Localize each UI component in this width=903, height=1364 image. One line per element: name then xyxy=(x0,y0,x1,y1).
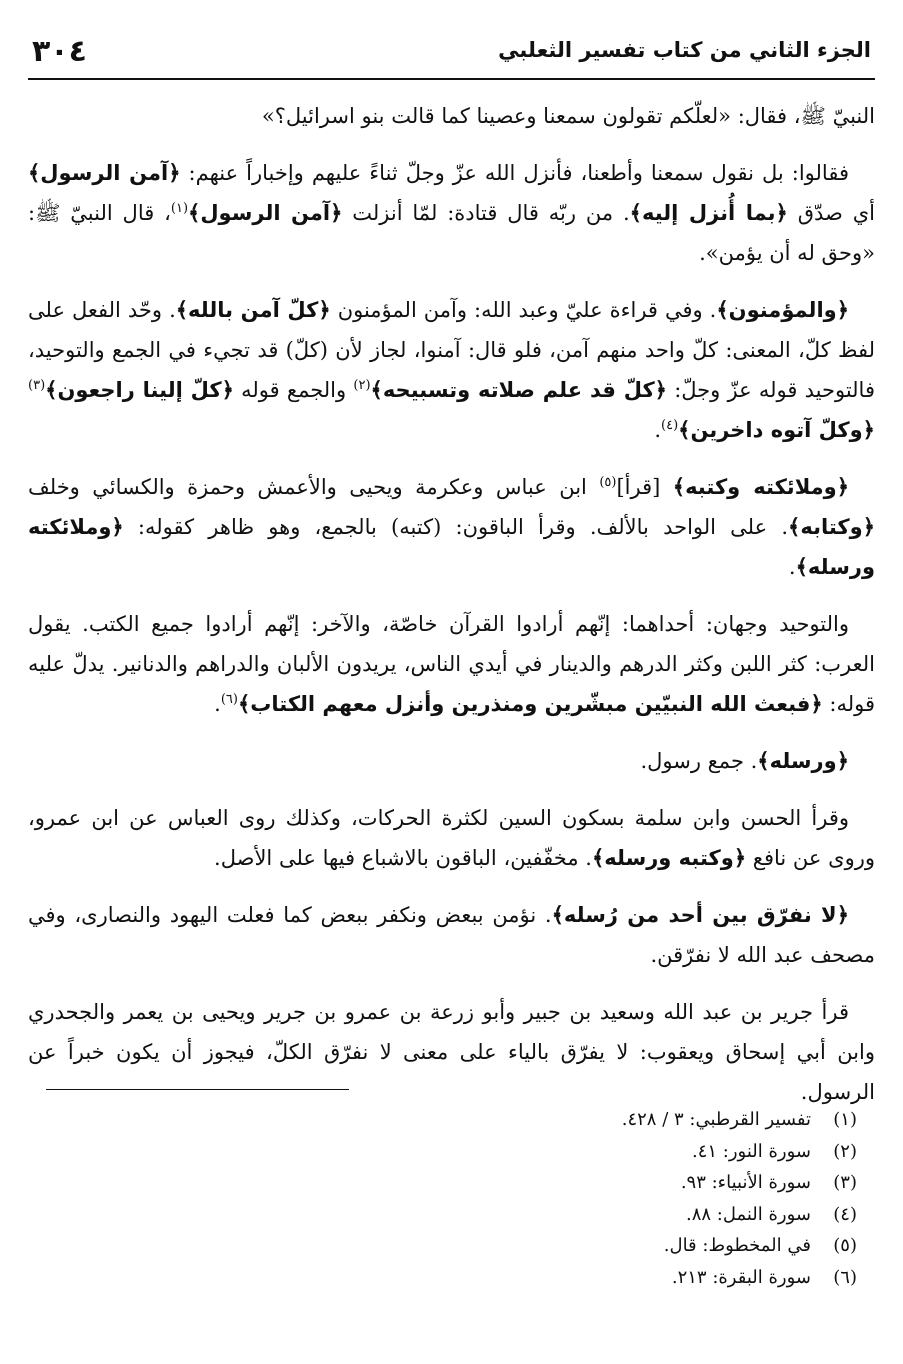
footnote-ref: (٢) xyxy=(353,378,371,393)
footnote-ref: (٦) xyxy=(220,692,238,707)
footnote-item xyxy=(457,1230,857,1262)
paragraph xyxy=(28,467,875,587)
running-header xyxy=(28,30,875,80)
text-run: . نؤمن ببعض ونكفر ببعض كما فعلت اليهود والنصارى، وفي مصحف عبد الله لا نفرّقن. xyxy=(28,903,875,967)
text-run: . جمع رسول. xyxy=(640,749,758,773)
text-run: [قرأ] xyxy=(616,475,673,499)
footnote-item xyxy=(457,1199,857,1231)
footnote-number: (٦) xyxy=(833,1266,857,1288)
footnote-number: (٥) xyxy=(833,1235,857,1256)
footnote-item xyxy=(457,1262,857,1294)
quran-quote: ﴿فبعث الله النبيّين مبشّرين ومنذرين وأنزل معهم الكتاب﴾ xyxy=(237,692,823,716)
footnote-text: تفسير القرطبي: ٣ / ٤٢٨. xyxy=(621,1109,811,1130)
paragraph xyxy=(28,153,875,273)
footnote-ref: (٥) xyxy=(599,475,617,490)
page-number: ٣٠٤ xyxy=(32,34,87,69)
footnote-number: (٣) xyxy=(833,1172,857,1193)
text-run: . وحّد الفعل على لفظ كلّ، المعنى: كلّ واحد منهم آمن، فلو قال: آمنوا، لجاز لأن (كلّ) قد تجيء في الجمع والتوحيد، فالتوحيد قوله عزّ وجلّ: xyxy=(28,298,875,402)
footnote-ref: (٣) xyxy=(28,378,46,393)
footnote-text: سورة البقرة: ٢١٣. xyxy=(671,1266,811,1288)
paragraph xyxy=(28,798,875,878)
text-run: . xyxy=(788,555,796,579)
body-text xyxy=(28,96,875,1129)
quran-quote: ﴿وكتابه﴾ xyxy=(788,515,875,539)
footnote-item xyxy=(457,1136,857,1168)
footnote-ref: (١) xyxy=(170,201,189,216)
footnote-text: سورة النور: ٤١. xyxy=(692,1140,811,1162)
quran-quote: ﴿كلّ آمن بالله﴾ xyxy=(175,298,331,322)
footnote-number: (٤) xyxy=(833,1203,857,1225)
text-run: النبيّ ﷺ، فقال: «لعلّكم تقولون سمعنا وعصينا كما قالت بنو اسرائيل؟» xyxy=(261,104,875,128)
text-run: ابن عباس وعكرمة ويحيى والأعمش وحمزة والكسائي وخلف xyxy=(28,475,600,499)
quran-quote: ﴿وكلّ آتوه داخرين﴾ xyxy=(678,418,875,442)
quran-quote: ﴿كلّ إلينا راجعون﴾ xyxy=(45,378,234,402)
footnote-item xyxy=(457,1104,857,1136)
text-run: والجمع قوله xyxy=(233,378,354,402)
paragraph xyxy=(28,604,875,724)
text-run: والتوحيد وجهان: أحداهما: إنّهم أرادوا القرآن خاصّة، والآخر: إنّهم أرادوا جميع الكتب. يقول العرب: كثر اللبن وكثر الدرهم والدينار في أيدي الناس، يريدون الألبان والدراهم والدنانير. يدلّ عليه قوله: xyxy=(28,612,875,716)
paragraph xyxy=(28,96,875,136)
text-run: . على الواحد بالألف. وقرأ الباقون: (كتبه) بالجمع، وهو ظاهر كقوله: xyxy=(123,515,789,539)
quran-quote: ﴿آمن الرسول﴾ xyxy=(28,161,181,185)
quran-quote: ﴿وكتبه ورسله﴾ xyxy=(591,846,747,870)
quran-quote: ﴿ورسله﴾ xyxy=(757,749,849,773)
quran-quote: ﴿والمؤمنون﴾ xyxy=(716,298,849,322)
quran-quote: ﴿بما أُنزل إليه﴾ xyxy=(629,201,788,225)
text-run: . xyxy=(214,692,221,716)
footnote-divider xyxy=(46,1089,349,1090)
footnote-number: (٢) xyxy=(833,1140,857,1162)
text-run: فقالوا: بل نقول سمعنا وأطعنا، فأنزل الله عزّ وجلّ ثناءً عليهم وإخباراً عنهم: xyxy=(180,161,849,185)
footnote-ref: (٤) xyxy=(661,418,679,433)
text-run: وقرأ الحسن وابن سلمة بسكون السين لكثرة الحركات، وكذلك روى العباس عن ابن عمرو، وروى عن نافع xyxy=(28,806,875,870)
footnote-number: (١) xyxy=(833,1109,857,1130)
footnote-item xyxy=(457,1167,857,1199)
footnote-text: سورة النمل: ٨٨. xyxy=(685,1203,811,1225)
paragraph xyxy=(28,741,875,781)
footnote-text: سورة الأنبياء: ٩٣. xyxy=(680,1172,811,1193)
quran-quote: ﴿وملائكته وكتبه﴾ xyxy=(672,475,849,499)
quran-quote: ﴿كلّ قد علم صلاته وتسبيحه﴾ xyxy=(370,378,667,402)
text-run: . من ربّه قال قتادة: لمّا أنزلت xyxy=(342,201,630,225)
quran-quote: ﴿وملائكته ورسله﴾ xyxy=(28,515,875,579)
text-run: . xyxy=(654,418,661,442)
text-run: . وفي قراءة عليّ وعبد الله: وآمن المؤمنون xyxy=(330,298,717,322)
quran-quote: ﴿آمن الرسول﴾ xyxy=(188,201,343,225)
header-title: الجزء الثاني من كتاب تفسير الثعلبي xyxy=(498,38,871,62)
footnotes xyxy=(457,1104,857,1293)
paragraph xyxy=(28,290,875,450)
paragraph xyxy=(28,895,875,975)
text-run: . مخفّفين، الباقون بالاشباع فيها على الأصل. xyxy=(214,846,592,870)
footnote-text: في المخطوط: قال. xyxy=(663,1235,811,1256)
text-run: أي صدّق xyxy=(787,201,875,225)
paragraph xyxy=(28,992,875,1112)
text-run: ، قال النبيّ ﷺ: «وحق له أن يؤمن». xyxy=(28,201,875,265)
text-run: قرأ جرير بن عبد الله وسعيد بن جبير وأبو زرعة بن عمرو بن جرير ويحيى بن يعمر والجحدري وابن أبي إسحاق ويعقوب: لا يفرّق بالياء على معنى لا نفرّق الكلّ، فيجوز أن يكون خبراً عن الرسول. xyxy=(28,1000,875,1104)
quran-quote: ﴿لا نفرّق بين أحد من رُسله﴾ xyxy=(551,903,849,927)
